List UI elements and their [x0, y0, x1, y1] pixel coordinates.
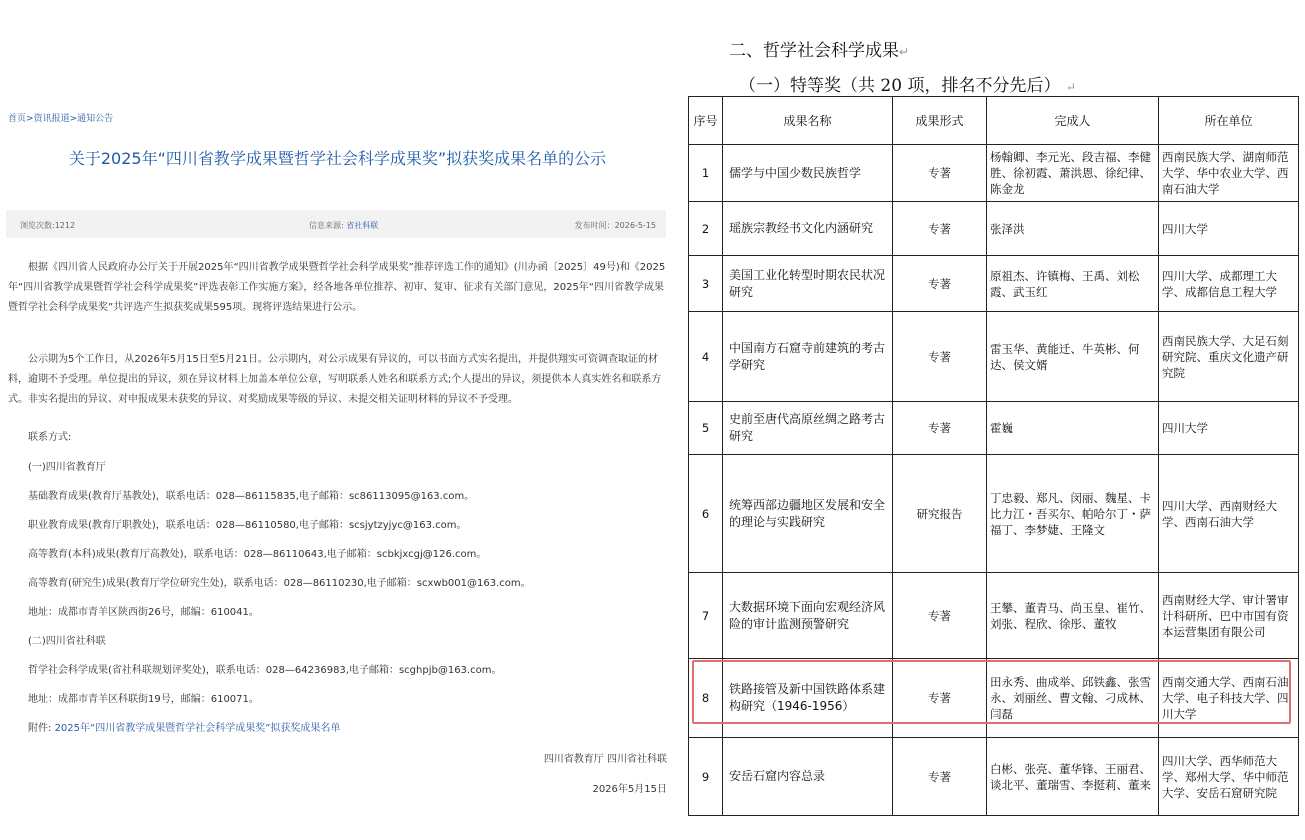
table-header-row	[689, 97, 1299, 145]
info-source	[309, 220, 378, 231]
row-authors: 雷玉华、黄能迁、牛英彬、何达、侯文婿	[987, 312, 1159, 402]
subsection-title	[739, 71, 1076, 96]
contact-social-science: 哲学社会科学成果(省社科联规划评奖处)，联系电话：028—64236983,电子邮箱：scghpjb@163.com。	[28, 665, 502, 676]
breadcrumb-home[interactable]: 首页	[8, 114, 27, 124]
contact-heading: 联系方式:	[28, 432, 72, 443]
contact-vocational-edu: 职业教育成果(教育厅职教处)，联系电话：028—86110580,电子邮箱：scsjytzyjyc@163.com。	[28, 520, 467, 531]
row-unit: 西南财经大学、审计署审计科研所、巴中市国有资本运营集团有限公司	[1159, 573, 1299, 659]
row-form: 专著	[893, 573, 987, 659]
info-source-label: 信息来源:	[309, 221, 347, 230]
row-unit: 四川大学、西华师范大学、郑州大学、华中师范大学、安岳石窟研究院	[1159, 738, 1299, 816]
article-meta-bar	[6, 210, 666, 238]
table-row	[689, 573, 1299, 659]
table-row	[689, 312, 1299, 402]
row-authors: 杨翰卿、李元光、段吉福、李健胜、徐初霞、萧洪恩、徐纪律、陈金龙	[987, 145, 1159, 202]
contact-higher-edu-grad: 高等教育(研究生)成果(教育厅学位研究生处)，联系电话：028—86110230,电子邮箱：scxwb001@163.com。	[28, 578, 531, 589]
row-unit: 西南交通大学、西南石油大学、电子科技大学、四川大学	[1159, 659, 1299, 738]
page-title: 关于2025年“四川省教学成果暨哲学社会科学成果奖”拟获奖成果名单的公示	[68, 149, 607, 168]
header-form: 成果形式	[893, 97, 987, 145]
row-form: 专著	[893, 738, 987, 816]
signer: 四川省教育厅 四川省社科联	[543, 754, 667, 765]
row-name: 美国工业化转型时期农民状况研究	[723, 256, 893, 312]
header-unit: 所在单位	[1159, 97, 1299, 145]
row-no: 2	[689, 202, 723, 256]
section-title	[729, 36, 909, 61]
table-row	[689, 145, 1299, 202]
breadcrumb	[8, 111, 113, 124]
breadcrumb-sep: >	[69, 114, 78, 124]
row-form: 专著	[893, 312, 987, 402]
row-name: 中国南方石窟寺前建筑的考古学研究	[723, 312, 893, 402]
table-row	[689, 455, 1299, 573]
header-name: 成果名称	[723, 97, 893, 145]
subsection-title-text: （一）特等奖（共 20 项，排名不分先后）	[739, 76, 1061, 96]
row-unit: 西南民族大学、大足石刻研究院、重庆文化遗产研究院	[1159, 312, 1299, 402]
table-row	[689, 256, 1299, 312]
notice-paragraph-1: 根据《四川省人民政府办公厅关于开展2025年“四川省教学成果暨哲学社会科学成果奖”推荐评选工作的通知》(川办函〔2025〕49号)和《2025年“四川省教学成果暨哲学社会科学成果奖”评选表彰工作实施方案》，经各地各单位推荐、初审、复审、征求有关部门意见，2025年“四川省教学成果暨哲学社会科学成果奖”共评选产生拟获奖成果595项。现将评选结果进行公示。	[8, 262, 666, 313]
row-no: 1	[689, 145, 723, 202]
attachment-label: 附件:	[28, 723, 55, 734]
row-form: 专著	[893, 145, 987, 202]
table-row	[689, 738, 1299, 816]
row-authors: 白彬、张亮、董华锋、王丽君、谈北平、董瑞雪、李挺莉、董来	[987, 738, 1159, 816]
row-name: 儒学与中国少数民族哲学	[723, 145, 893, 202]
row-no: 6	[689, 455, 723, 573]
return-mark: ↵	[1065, 80, 1076, 94]
table-row	[689, 202, 1299, 256]
row-name: 统筹西部边疆地区发展和安全的理论与实践研究	[723, 455, 893, 573]
row-name: 大数据环境下面向宏观经济风险的审计监测预警研究	[723, 573, 893, 659]
row-authors: 王攀、董青马、尚玉皇、崔竹、刘张、程欣、徐彤、董牧	[987, 573, 1159, 659]
row-unit: 西南民族大学、湖南师范大学、华中农业大学、西南石油大学	[1159, 145, 1299, 202]
row-form: 专著	[893, 402, 987, 455]
breadcrumb-news[interactable]: 资讯报道	[33, 114, 70, 124]
row-name: 史前至唐代高原丝绸之路考古研究	[723, 402, 893, 455]
row-form: 专著	[893, 256, 987, 312]
row-unit: 四川大学、成都理工大学、成都信息工程大学	[1159, 256, 1299, 312]
row-unit: 四川大学	[1159, 402, 1299, 455]
breadcrumb-notices[interactable]: 通知公告	[77, 114, 114, 124]
address-education-dept: 地址：成都市青羊区陕西街26号，邮编：610041。	[28, 607, 259, 618]
row-no: 9	[689, 738, 723, 816]
header-no: 序号	[689, 97, 723, 145]
row-name: 瑶族宗教经书文化内涵研究	[723, 202, 893, 256]
row-form: 专著	[893, 659, 987, 738]
row-authors: 张泽洪	[987, 202, 1159, 256]
row-authors: 田永秀、曲成举、邱铁鑫、张雪永、刘丽丝、曹文翰、刁成林、闫磊	[987, 659, 1159, 738]
info-source-link[interactable]: 省社科联	[346, 221, 379, 230]
sign-date: 2026年5月15日	[592, 784, 667, 795]
header-authors: 完成人	[987, 97, 1159, 145]
row-authors: 丁忠毅、郑凡、闵丽、魏星、卡比力江・吾买尔、帕哈尔丁・萨福丁、李梦婕、王隆文	[987, 455, 1159, 573]
row-authors: 霍巍	[987, 402, 1159, 455]
org-social-science-fed: (二)四川省社科联	[28, 636, 106, 647]
contact-basic-edu: 基础教育成果(教育厅基教处)，联系电话：028—86115835,电子邮箱：sc86113095@163.com。	[28, 491, 475, 502]
row-no: 3	[689, 256, 723, 312]
attachment-link[interactable]: 2025年“四川省教学成果暨哲学社会科学成果奖”拟获奖成果名单	[54, 723, 341, 734]
org-education-dept: (一)四川省教育厅	[28, 462, 106, 473]
row-no: 7	[689, 573, 723, 659]
notice-paragraph-2: 公示期为5个工作日，从2026年5月15日至5月21日。公示期内，对公示成果有异议的，可以书面方式实名提出，并提供翔实可资调查取证的材料，逾期不予受理。单位提出的异议，须在异议材料上加盖本单位公章，写明联系人姓名和联系方式;个人提出的异议，须提供本人真实姓名和联系方式。非实名提出的异议、对申报成果未获奖的异议、对奖励成果等级的异议、未提交相关证明材料的异议不予受理。	[8, 354, 662, 405]
address-social-science-fed: 地址：成都市青羊区科联街19号，邮编：610071。	[28, 694, 259, 705]
row-name: 铁路接管及新中国铁路体系建构研究（1946-1956）	[723, 659, 893, 738]
row-form: 研究报告	[893, 455, 987, 573]
return-mark: ↵	[899, 45, 910, 59]
row-form: 专著	[893, 202, 987, 256]
view-count: 浏览次数:1212	[20, 221, 76, 230]
highlight-box	[692, 660, 1291, 724]
row-unit: 四川大学	[1159, 202, 1299, 256]
row-authors: 原祖杰、许镇梅、王禹、刘松霞、武玉红	[987, 256, 1159, 312]
attachment-line	[28, 719, 340, 734]
row-no: 4	[689, 312, 723, 402]
row-no: 8	[689, 659, 723, 738]
breadcrumb-sep: >	[26, 114, 34, 124]
contact-higher-edu-undergrad: 高等教育(本科)成果(教育厅高教处)，联系电话：028—86110643,电子邮箱：scbkjxcgj@126.com。	[28, 549, 487, 560]
row-unit: 四川大学、西南财经大学、西南石油大学	[1159, 455, 1299, 573]
row-no: 5	[689, 402, 723, 455]
row-name: 安岳石窟内容总录	[723, 738, 893, 816]
publish-date: 发布时间：2026-5-15	[574, 221, 656, 230]
section-title-text: 二、哲学社会科学成果	[729, 41, 899, 61]
table-row	[689, 402, 1299, 455]
